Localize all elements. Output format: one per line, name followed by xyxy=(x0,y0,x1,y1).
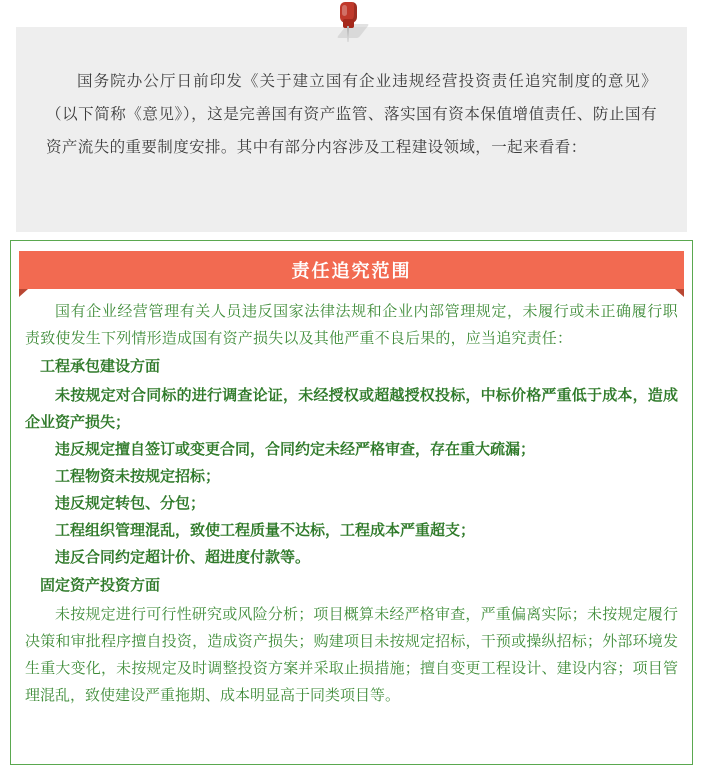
section-paragraph-fixed-assets: 未按规定进行可行性研究或风险分析；项目概算未经严格审查，严重偏离实际；未按规定履行决策和审批程序擅自投资，造成资产损失；购建项目未按规定招标，干预或操纵招标；外部环境发生重大变化，未按规定及时调整投资方案并采取止损措施；擅自变更工程设计、建设内容；项目管理混乱，致使建设严重拖期、成本明显高于同类项目等。 xyxy=(25,606,678,704)
list-item: 未按规定对合同标的进行调查论证，未经授权或超越授权投标，中标价格严重低于成本，造成企业资产损失； xyxy=(25,387,678,431)
banner-title: 责任追究范围 xyxy=(19,251,684,289)
intro-paragraph: 国务院办公厅日前印发《关于建立国有企业违规经营投资责任追究制度的意见》（以下简称《意见》），这是完善国有资产监管、落实国有资本保值增值责任、防止国有资产流失的重要制度安排。其中有部分内容涉及工程建设领域，一起来看看： xyxy=(46,73,657,156)
lead-paragraph: 国有企业经营管理有关人员违反国家法律法规和企业内部管理规定，未履行或未正确履行职责致使发生下列情形造成国有资产损失以及其他严重不良后果的，应当追究责任： xyxy=(25,303,678,347)
section-heading-fixed-assets: 固定资产投资方面 xyxy=(40,577,161,594)
list-item: 工程组织管理混乱，致使工程质量不达标，工程成本严重超支； xyxy=(55,522,476,539)
section-heading-contracting: 工程承包建设方面 xyxy=(40,358,161,375)
section-banner xyxy=(0,251,703,295)
intro-box xyxy=(16,27,687,232)
body-content xyxy=(11,298,692,709)
list-item: 违反规定擅自签订或变更合同，合同约定未经严格审查，存在重大疏漏； xyxy=(55,441,536,458)
list-item: 工程物资未按规定招标； xyxy=(55,468,221,485)
pushpin-head xyxy=(340,2,357,23)
banner-ribbon-right xyxy=(675,289,684,297)
banner-ribbon-left xyxy=(19,289,28,297)
list-item: 违反合同约定超计价、超进度付款等。 xyxy=(55,549,311,566)
list-item: 违反规定转包、分包； xyxy=(55,495,206,512)
